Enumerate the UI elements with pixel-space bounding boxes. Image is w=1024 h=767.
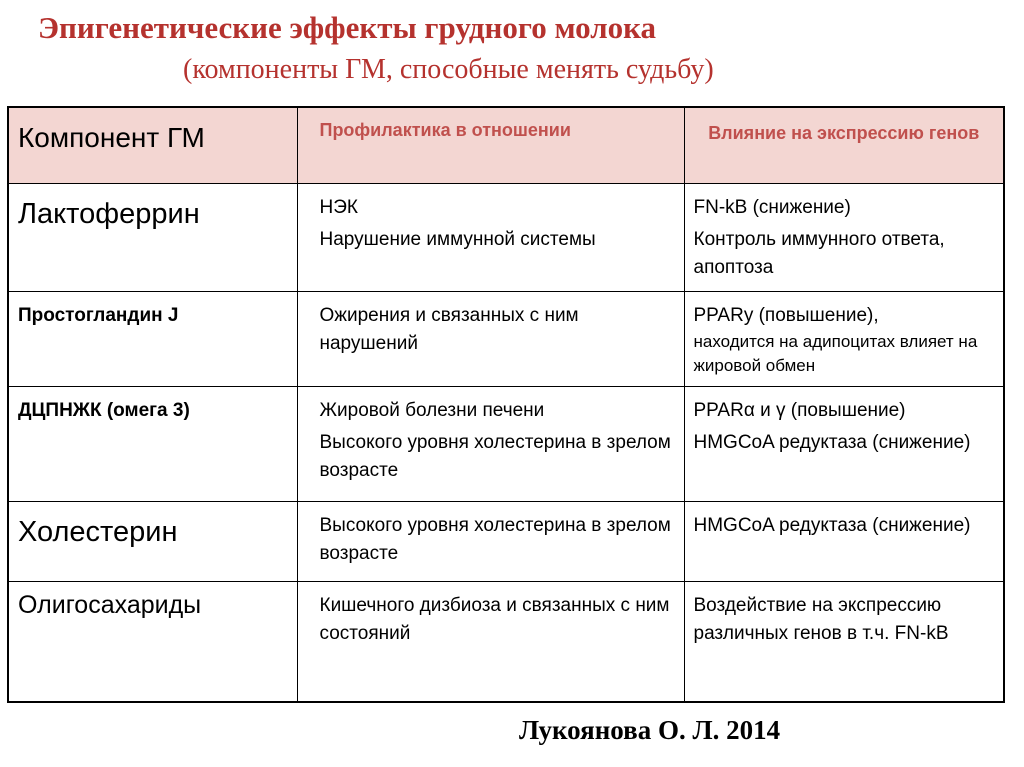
expression-line: Контроль иммунного ответа, апоптоза (693, 228, 945, 278)
author-citation: Лукоянова О. Л. 2014 (519, 715, 781, 745)
component-name: Лактоферрин (8, 183, 297, 291)
table-row (8, 501, 1004, 581)
table-row (8, 581, 1004, 702)
expression-line: PPARα и γ (повышение) (693, 399, 906, 421)
prevention-line: Кишечного дизбиоза и связанных с ним состояний (319, 594, 670, 644)
prevention-line: Жировой болезни печени (319, 399, 545, 421)
header-expression: Влияние на экспрессию генов (684, 107, 1004, 183)
prevention-line: Нарушение иммунной системы (319, 228, 596, 250)
prevention-line: Ожирения и связанных с ним нарушений (319, 304, 579, 354)
expression-cell (684, 291, 1004, 386)
prevention-line: Высокого уровня холестерина в зрелом возрасте (319, 431, 671, 481)
prevention-cell (297, 291, 684, 386)
header-component: Компонент ГМ (8, 107, 297, 183)
prevention-line: НЭК (319, 196, 358, 218)
expression-line: PPARy (повышение), (693, 304, 879, 326)
expression-cell (684, 183, 1004, 291)
expression-line: HMGCoA редуктаза (снижение) (693, 431, 971, 453)
component-name: Олигосахариды (8, 581, 297, 702)
component-name: ДЦПНЖК (омега 3) (8, 386, 297, 501)
component-name: Холестерин (8, 501, 297, 581)
expression-note: находится на адипоцитах влияет на жировой обмен (693, 331, 978, 375)
prevention-line: Высокого уровня холестерина в зрелом возрасте (319, 514, 671, 564)
component-name: Простогландин J (8, 291, 297, 386)
prevention-cell (297, 581, 684, 702)
table-row (8, 183, 1004, 291)
prevention-cell (297, 386, 684, 501)
prevention-cell (297, 501, 684, 581)
expression-cell (684, 501, 1004, 581)
slide-title: Эпигенетические эффекты грудного молока (38, 10, 657, 45)
table-row (8, 386, 1004, 501)
expression-cell (684, 386, 1004, 501)
prevention-cell (297, 183, 684, 291)
slide-subtitle: (компоненты ГМ, способные менять судьбу) (183, 54, 714, 85)
expression-line: HMGCoA редуктаза (снижение) (693, 514, 971, 536)
expression-line: Воздействие на экспрессию различных генов в т.ч. FN-kB (693, 594, 949, 644)
components-table (7, 106, 1005, 703)
expression-line: FN-kB (снижение) (693, 196, 851, 218)
table-row (8, 291, 1004, 386)
expression-cell (684, 581, 1004, 702)
header-prevention: Профилактика в отношении (297, 107, 684, 183)
table-header-row (8, 107, 1004, 183)
